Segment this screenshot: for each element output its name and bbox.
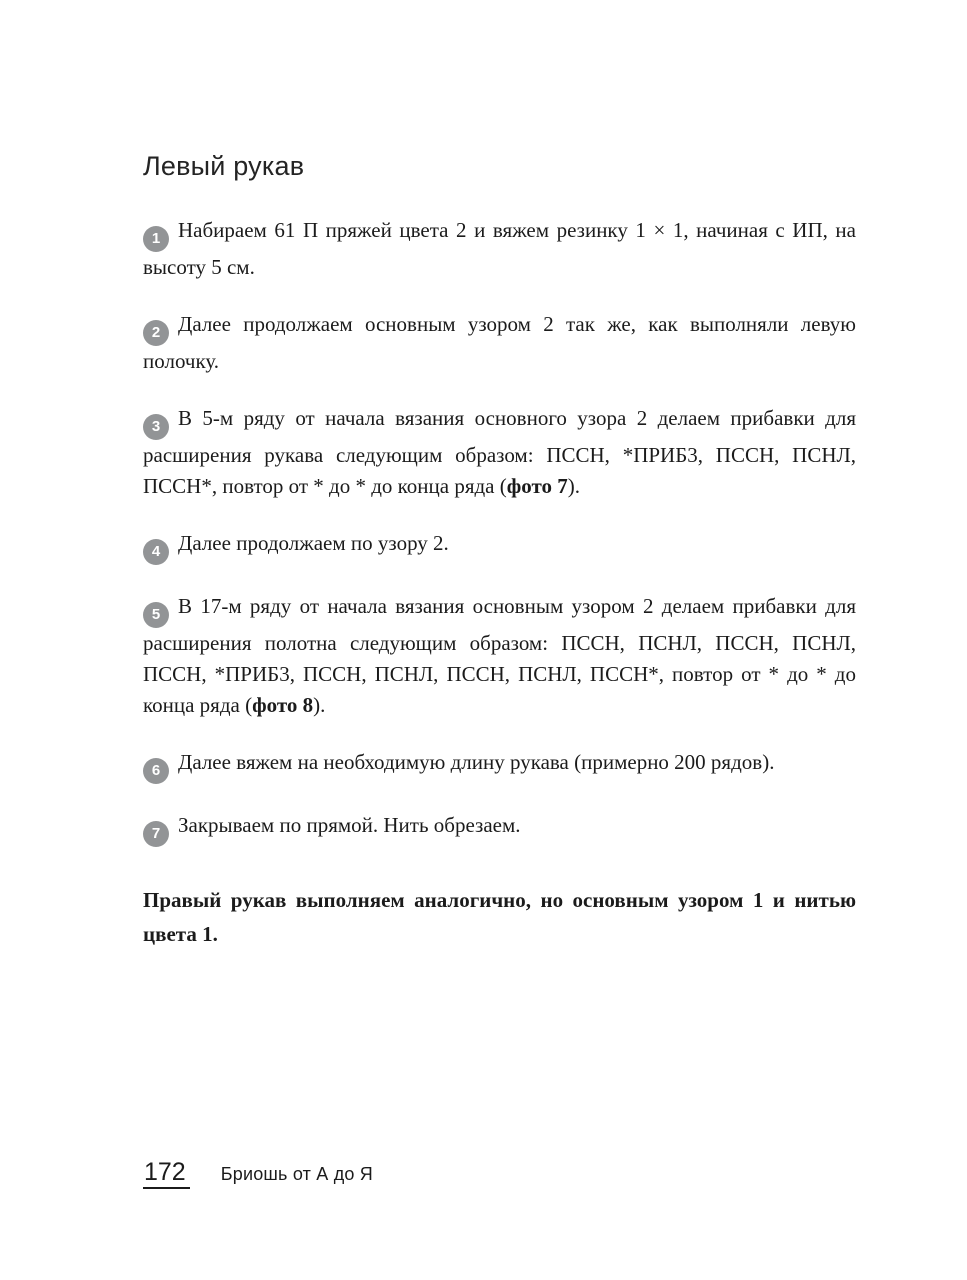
step-text: Далее вяжем на необходимую длину рукава (примерно 200 рядов). [178, 750, 775, 774]
step-text: В 5-м ряду от начала вязания основного узора 2 делаем прибавки для расширения рукава следующим образом: ПССН, *ПРИБ3, ПССН, ПСНЛ, ПССН*, повтор от * до * до конца ряда ( [143, 406, 856, 498]
photo-reference: фото 7 [506, 474, 568, 498]
step-number-badge: 3 [143, 414, 169, 440]
step-text: ). [313, 693, 326, 717]
instruction-step-6 [143, 747, 856, 784]
step-text: Далее продолжаем по узору 2. [178, 531, 449, 555]
step-number-badge: 6 [143, 758, 169, 784]
instruction-step-2 [143, 309, 856, 377]
step-number-badge: 4 [143, 539, 169, 565]
page-title: Левый рукав [143, 151, 305, 181]
step-text: Далее продолжаем основным узором 2 так же, как выполняли левую полочку. [143, 312, 856, 373]
page-number: 172 [143, 1158, 190, 1189]
step-number-badge: 2 [143, 320, 169, 346]
instruction-step-1 [143, 215, 856, 283]
step-number-badge: 7 [143, 821, 169, 847]
photo-reference: фото 8 [252, 693, 314, 717]
step-text: Набираем 61 П пряжей цвета 2 и вяжем резинку 1 × 1, начиная с ИП, на высоту 5 см. [143, 218, 856, 279]
instruction-step-4 [143, 528, 856, 565]
page-footer [143, 1158, 373, 1189]
instruction-step-3 [143, 403, 856, 502]
step-text: ). [567, 474, 581, 498]
instruction-step-5 [143, 591, 856, 721]
step-number-badge: 5 [143, 602, 169, 628]
closing-note: Правый рукав выполняем аналогично, но основным узором 1 и нитью цвета 1. [143, 888, 856, 946]
instruction-steps [143, 215, 856, 847]
page-content [143, 150, 856, 951]
book-title: Бриошь от А до Я [220, 1164, 374, 1184]
instruction-step-7 [143, 810, 856, 847]
step-text: В 17-м ряду от начала вязания основным узором 2 делаем прибавки для расширения полотна следующим образом: ПССН, ПСНЛ, ПССН, ПСНЛ, ПССН, *ПРИБ3, ПССН, ПСНЛ, ПССН, ПСНЛ, ПССН*, повтор от * до * до конца ряда ( [143, 594, 856, 717]
step-text: Закрываем по прямой. Нить обрезаем. [178, 813, 521, 837]
step-number-badge: 1 [143, 226, 169, 252]
